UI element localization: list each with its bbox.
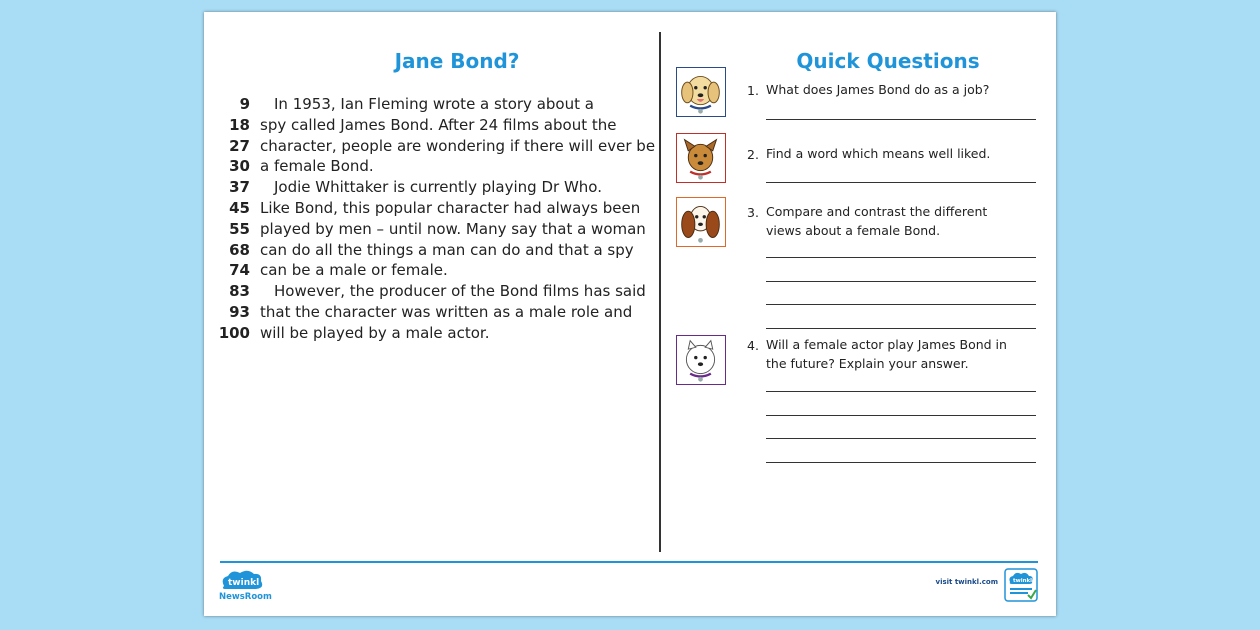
word-count: 30 — [229, 157, 250, 176]
text-line — [218, 281, 658, 302]
text-line — [218, 240, 658, 261]
line-text: Jodie Whittaker is currently playing Dr Who. — [274, 178, 602, 197]
question-text: What does James Bond do as a job? — [766, 82, 990, 97]
text-line — [218, 94, 658, 115]
article-title: Jane Bond? — [394, 49, 520, 73]
word-count: 45 — [229, 198, 250, 217]
answer-line[interactable] — [766, 281, 1036, 282]
question-number: 1. — [747, 83, 759, 98]
worksheet — [204, 12, 1056, 616]
twinkl-quality-badge — [1004, 568, 1038, 602]
text-line — [218, 156, 658, 177]
golden-retriever-icon — [676, 67, 726, 117]
question-text: Compare and contrast the different views about a female Bond. — [766, 204, 988, 238]
white-dog-icon — [676, 335, 726, 385]
terrier-dog-icon — [676, 133, 726, 183]
line-text: Like Bond, this popular character had always been — [260, 198, 641, 217]
line-text: a female Bond. — [260, 157, 374, 176]
line-text: In 1953, Ian Fleming wrote a story about a — [274, 95, 594, 113]
questions-title: Quick Questions — [796, 49, 980, 73]
article-body — [218, 94, 658, 344]
footer-divider — [220, 561, 1038, 563]
question-number: 4. — [747, 338, 759, 353]
twinkl-newsroom-logo — [218, 568, 280, 602]
word-count: 55 — [229, 219, 250, 238]
text-line — [218, 219, 658, 240]
line-text: character, people are wondering if there will ever be — [260, 136, 656, 155]
answer-line[interactable] — [766, 119, 1036, 120]
question-text: Find a word which means well liked. — [766, 146, 991, 161]
answer-line[interactable] — [766, 257, 1036, 258]
word-count: 93 — [229, 302, 250, 321]
text-line — [218, 198, 658, 219]
answer-line[interactable] — [766, 438, 1036, 439]
word-count: 83 — [229, 282, 250, 301]
question-text: Will a female actor play James Bond in the future? Explain your answer. — [766, 337, 1007, 371]
line-text: played by men – until now. Many say that a woman — [260, 219, 646, 238]
word-count: 74 — [229, 261, 250, 280]
answer-line[interactable] — [766, 391, 1036, 392]
word-count: 37 — [229, 178, 250, 197]
word-count: 68 — [229, 240, 250, 259]
line-text: will be played by a male actor. — [260, 323, 490, 342]
spaniel-dog-icon — [676, 197, 726, 247]
svg-text:twinkl: twinkl — [228, 578, 260, 588]
answer-line[interactable] — [766, 328, 1036, 329]
word-count: 18 — [229, 115, 250, 134]
line-text: that the character was written as a male role and — [260, 302, 633, 321]
text-line — [218, 260, 658, 281]
question-number: 3. — [747, 205, 759, 220]
word-count: 27 — [229, 136, 250, 155]
text-line — [218, 136, 658, 157]
text-line — [218, 323, 658, 344]
word-count: 9 — [239, 95, 250, 113]
answer-line[interactable] — [766, 462, 1036, 463]
line-text: can be a male or female. — [260, 261, 448, 280]
visit-link[interactable]: visit twinkl.com — [935, 578, 998, 586]
answer-line[interactable] — [766, 304, 1036, 305]
text-line — [218, 115, 658, 136]
text-line — [218, 302, 658, 323]
column-divider — [659, 32, 661, 552]
line-text: However, the producer of the Bond films has said — [274, 282, 646, 301]
svg-text:twinkl: twinkl — [1013, 578, 1033, 584]
answer-line[interactable] — [766, 415, 1036, 416]
word-count: 100 — [218, 323, 250, 342]
line-text: can do all the things a man can do and that a spy — [260, 240, 634, 259]
text-line — [218, 177, 658, 198]
svg-text:NewsRoom: NewsRoom — [219, 592, 272, 602]
line-text: spy called James Bond. After 24 films about the — [260, 115, 617, 134]
question-number: 2. — [747, 147, 759, 162]
answer-line[interactable] — [766, 182, 1036, 183]
